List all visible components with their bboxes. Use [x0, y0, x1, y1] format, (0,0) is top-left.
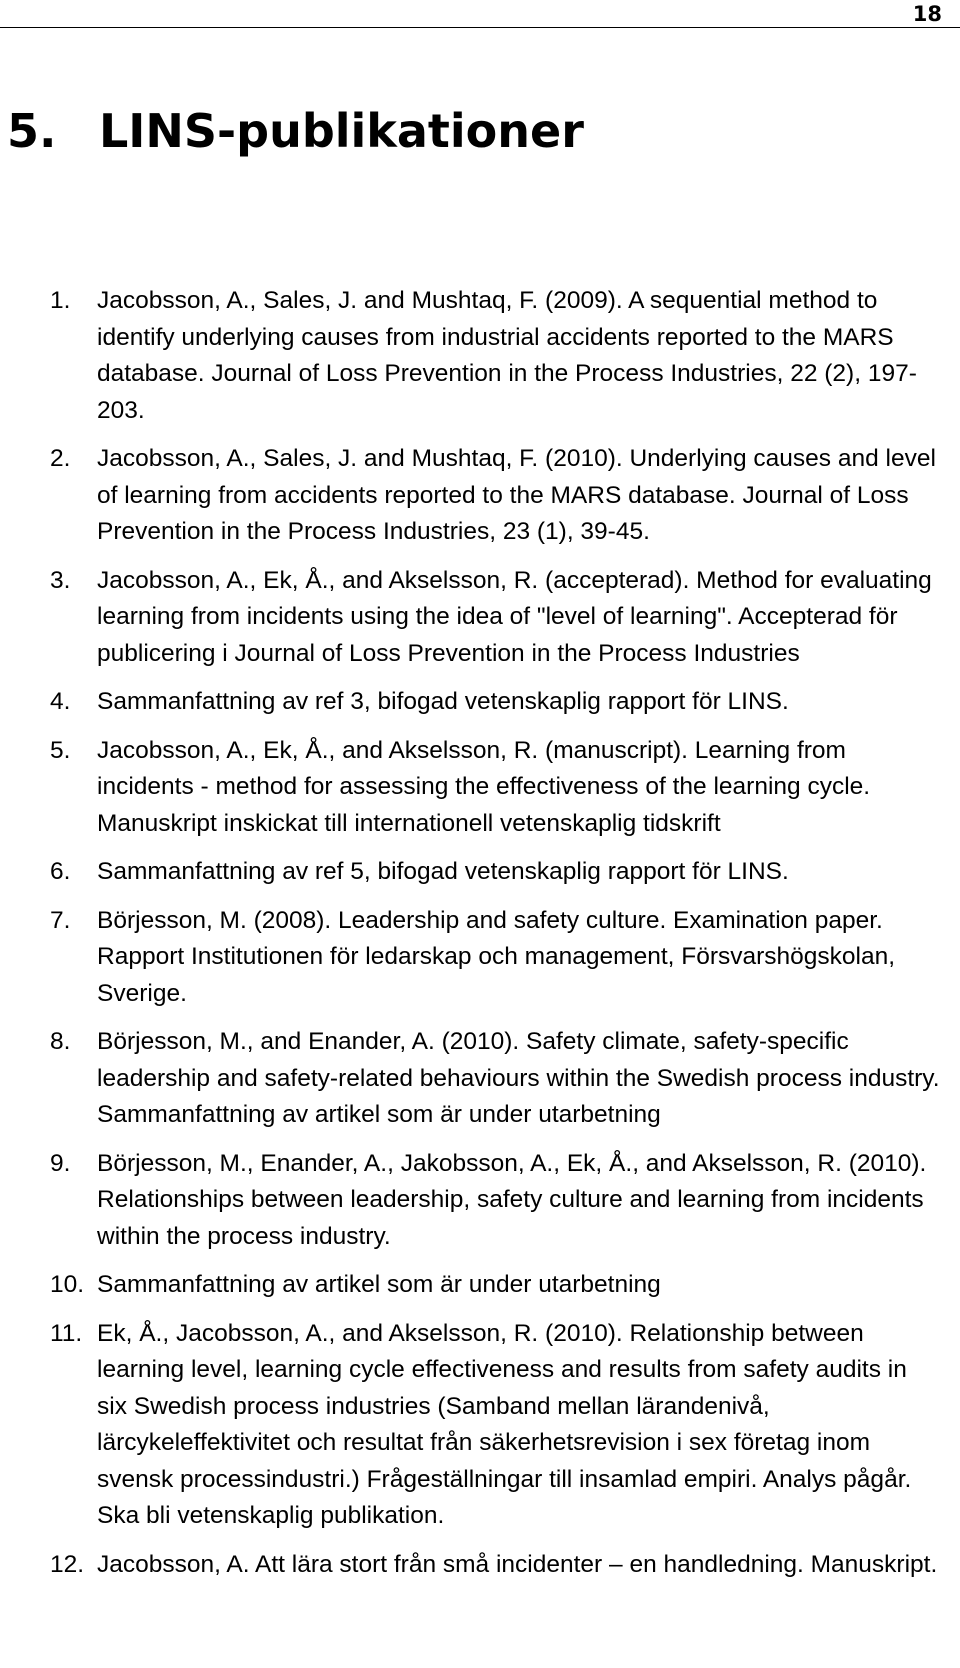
- publication-number: 4.: [50, 688, 71, 715]
- publication-text: Börjesson, M., and Enander, A. (2010). Safety climate, safety-specific leadership and safety-related behaviours within the Swedish process industry. Sammanfattning av artikel som är under utarbetning: [97, 1028, 940, 1128]
- section-title: LINS-publikationer: [99, 104, 584, 158]
- publication-number: 7.: [50, 906, 71, 934]
- header-rule: [0, 27, 960, 28]
- publication-item: [0, 283, 960, 429]
- publication-item: [0, 1024, 960, 1134]
- page-number: 18: [912, 2, 942, 26]
- publication-text: Sammanfattning av ref 3, bifogad vetenskaplig rapport för LINS.: [97, 688, 789, 715]
- publication-text: Ek, Å., Jacobsson, A., and Akselsson, R. (2010). Relationship between learning level, learning cycle effectiveness and results from safety audits in six Swedish process industries (Samband mellan lärandenivå, lärcykeleffektivitet och resultat från säkerhetsrevision i sex företag inom svensk processindustri.) Frågeställningar till insamlad empiri. Analys pågår. Ska bli vetenskaplig publikation.: [97, 1319, 912, 1529]
- publication-number: 3.: [50, 566, 71, 594]
- publication-number: 10.: [50, 1271, 85, 1298]
- publication-item: [0, 684, 960, 721]
- publication-text: Jacobsson, A., Ek, Å., and Akselsson, R. (manuscript). Learning from incidents - method for assessing the effectiveness of the learning cycle. Manuskript inskickat till internationell vetenskaplig tidskrift: [97, 736, 871, 837]
- publication-item: [0, 1316, 960, 1535]
- publication-item: [0, 441, 960, 551]
- publication-item: [0, 563, 960, 673]
- section-number: 5.: [7, 104, 57, 158]
- publication-list: [0, 283, 960, 1595]
- section-heading: [7, 104, 584, 159]
- publication-item: [0, 1146, 960, 1256]
- publication-text: Sammanfattning av artikel som är under utarbetning: [97, 1271, 661, 1298]
- publication-item: [0, 1547, 960, 1584]
- publication-text: Jacobsson, A., Sales, J. and Mushtaq, F. (2009). A sequential method to identify underlying causes from industrial accidents reported to the MARS database. Journal of Loss Prevention in the Process Industries, 22 (2), 197-203.: [97, 287, 917, 424]
- publication-text: Börjesson, M. (2008). Leadership and safety culture. Examination paper. Rapport Institutionen för ledarskap och management, Försvarshögskolan, Sverige.: [97, 906, 896, 1007]
- publication-number: 2.: [50, 445, 71, 472]
- publication-text: Jacobsson, A., Ek, Å., and Akselsson, R. (accepterad). Method for evaluating learning from incidents using the idea of "level of learning". Accepterad för publicering i Journal of Loss Prevention in the Process Industries: [97, 566, 932, 667]
- publication-item: [0, 1267, 960, 1304]
- publication-item: [0, 854, 960, 891]
- publication-number: 12.: [50, 1550, 85, 1578]
- publication-text: Jacobsson, A., Sales, J. and Mushtaq, F. (2010). Underlying causes and level of learning from accidents reported to the MARS database. Journal of Loss Prevention in the Process Industries, 23 (1), 39-45.: [97, 445, 936, 545]
- publication-item: [0, 903, 960, 1013]
- publication-number: 5.: [50, 736, 71, 764]
- publication-number: 8.: [50, 1028, 71, 1055]
- publication-item: [0, 733, 960, 843]
- publication-number: 9.: [50, 1149, 71, 1177]
- publication-number: 6.: [50, 858, 71, 885]
- publication-text: Jacobsson, A. Att lära stort från små incidenter – en handledning. Manuskript.: [97, 1550, 938, 1578]
- publication-text: Sammanfattning av ref 5, bifogad vetenskaplig rapport för LINS.: [97, 858, 789, 885]
- publication-number: 11.: [50, 1319, 83, 1347]
- publication-text: Börjesson, M., Enander, A., Jakobsson, A., Ek, Å., and Akselsson, R. (2010). Relationships between leadership, safety culture and learning from incidents within the process industry.: [97, 1149, 927, 1250]
- publication-number: 1.: [50, 287, 71, 314]
